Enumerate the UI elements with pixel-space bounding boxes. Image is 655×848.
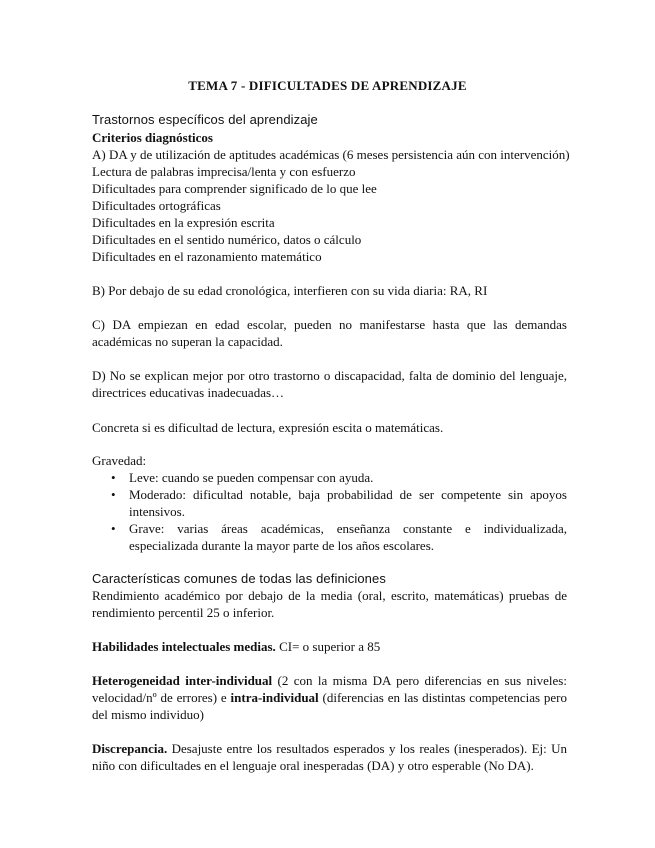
specify-note: Concreta si es dificultad de lectura, expresión escita o matemáticas. (92, 420, 444, 435)
criteria-line: Lectura de palabras imprecisa/lenta y con esfuerzo (92, 164, 356, 179)
habilidades-paragraph (92, 638, 567, 655)
document-title: TEMA 7 - DIFICULTADES DE APRENDIZAJE (188, 78, 467, 93)
heterogeneidad-inter-text: (2 con la misma DA pero diferencias en sus niveles: velocidad/nº de errores) e (92, 673, 567, 705)
rendimiento-paragraph: Rendimiento académico por debajo de la media (oral, escrito, matemáticas) pruebas de rendimiento percentil 25 o inferior. (92, 588, 567, 620)
criteria-a-list (92, 146, 572, 265)
gravedad-list (92, 469, 567, 554)
criteria-line: Dificultades en el sentido numérico, datos o cálculo (92, 232, 362, 247)
criteria-line: Dificultades en la expresión escrita (92, 215, 275, 230)
section-heading-trastornos: Trastornos específicos del aprendizaje (92, 112, 318, 127)
criteria-line: A) DA y de utilización de aptitudes académicas (6 meses persistencia aún con intervención) (92, 147, 570, 162)
bullet-icon: • (111, 470, 116, 485)
discrepancia-paragraph (92, 740, 567, 774)
bullet-icon: • (111, 487, 116, 502)
heterogeneidad-intra-bold: intra-individual (230, 690, 319, 705)
heterogeneidad-inter-bold: Heterogeneidad inter-individual (92, 673, 273, 688)
discrepancia-bold: Discrepancia. (92, 741, 168, 756)
discrepancia-text: Desajuste entre los resultados esperados y los reales (inesperados). Ej: Un niño con dificultades en el lenguaje oral inesperadas (DA) y otro esperable (No DA). (92, 741, 567, 773)
criteria-line: Dificultades ortográficas (92, 198, 221, 213)
habilidades-bold: Habilidades intelectuales medias. (92, 639, 276, 654)
criteria-line: Dificultades para comprender significado de lo que lee (92, 181, 377, 196)
criterion-c: C) DA empiezan en edad escolar, pueden no manifestarse hasta que las demandas académicas no superan la capacidad. (92, 317, 567, 349)
criterion-d: D) No se explican mejor por otro trastorno o discapacidad, falta de dominio del lenguaje, directrices educativas inadecuadas… (92, 368, 567, 400)
list-item: • Grave: varias áreas académicas, enseñanza constante e individualizada, especializada durante la mayor parte de los años escolares. (111, 521, 567, 553)
criteria-line: Dificultades en el razonamiento matemático (92, 249, 322, 264)
list-item: • Moderado: dificultad notable, baja probabilidad de ser competente sin apoyos intensivos. (111, 487, 567, 519)
heterogeneidad-paragraph (92, 672, 567, 723)
habilidades-text: CI= o superior a 85 (275, 639, 381, 654)
section-heading-caracteristicas: Características comunes de todas las definiciones (92, 571, 386, 586)
heterogeneidad-intra-text: (diferencias en las distintas competencias pero del mismo individuo) (92, 690, 567, 722)
subheading-criterios: Criterios diagnósticos (92, 130, 213, 145)
criterion-b: B) Por debajo de su edad cronológica, interfieren con su vida diaria: RA, RI (92, 283, 488, 298)
list-item: • Leve: cuando se pueden compensar con ayuda. (111, 470, 374, 485)
gravedad-label: Gravedad: (92, 453, 147, 468)
bullet-icon: • (111, 521, 116, 536)
